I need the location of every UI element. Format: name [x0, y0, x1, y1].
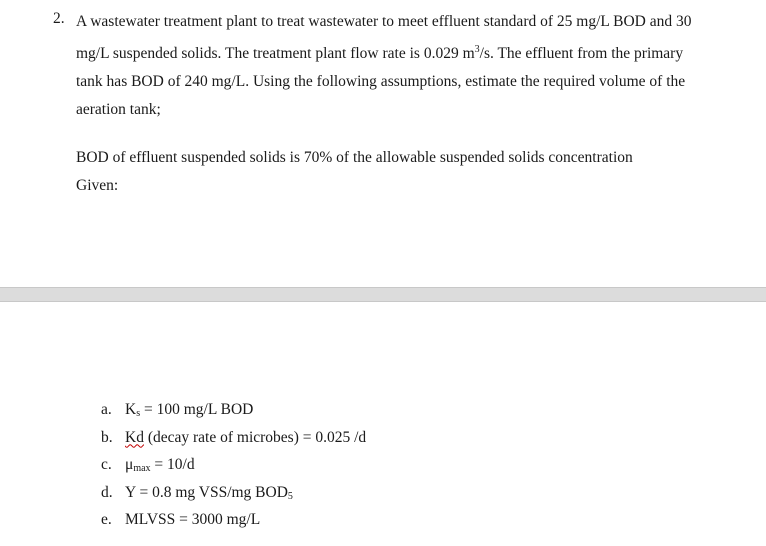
flow-unit-superscript: 3: [474, 44, 480, 55]
given-item-a: [101, 396, 366, 424]
list-letter: b.: [101, 428, 113, 446]
given-symbol: Kd: [125, 428, 144, 446]
assumption-text: BOD of effluent suspended solids is 70% of the allowable suspended solids concentration: [76, 149, 633, 166]
list-letter: a.: [101, 401, 112, 418]
question-line-1: A wastewater treatment plant to treat wastewater to meet effluent standard of 25 mg/L BOD and 30: [76, 13, 692, 30]
given-label: Given:: [76, 177, 119, 194]
given-symbol: μ: [125, 456, 134, 473]
question-line-2: [76, 36, 736, 68]
list-letter: d.: [101, 483, 113, 501]
list-letter: e.: [101, 511, 112, 528]
given-item-e: [101, 506, 366, 534]
given-symbol: K: [125, 401, 137, 418]
given-list: [101, 396, 366, 534]
given-symbol: MLVSS = 3000 mg/L: [125, 511, 261, 528]
given-value: = 10/d: [150, 456, 195, 473]
question-number: 2.: [53, 10, 65, 27]
given-item-b: [101, 424, 366, 452]
given-value: (decay rate of microbes) = 0.025 /d: [143, 428, 367, 446]
given-value: = 100 mg/L BOD: [140, 401, 254, 418]
given-item-c: [101, 451, 366, 479]
question-line-3: tank has BOD of 240 mg/L. Using the following assumptions, estimate the required volume of the: [76, 73, 686, 90]
question-text: [76, 8, 736, 124]
question-assumptions: [76, 144, 633, 200]
given-symbol-subscript: 5: [287, 490, 293, 502]
given-symbol-subscript: max: [133, 463, 151, 474]
given-symbol-subscript: s: [136, 408, 141, 419]
question-line-4: aeration tank;: [76, 101, 161, 118]
page-separator: [0, 287, 766, 302]
question-line-2-part-2: /s. The effluent from the primary: [479, 45, 684, 62]
question-line-2-part-1: mg/L suspended solids. The treatment plant flow rate is 0.029 m: [76, 45, 475, 62]
given-symbol: Y = 0.8 mg VSS/mg BOD: [125, 483, 288, 501]
given-item-d: [101, 479, 366, 507]
list-letter: c.: [101, 456, 112, 473]
